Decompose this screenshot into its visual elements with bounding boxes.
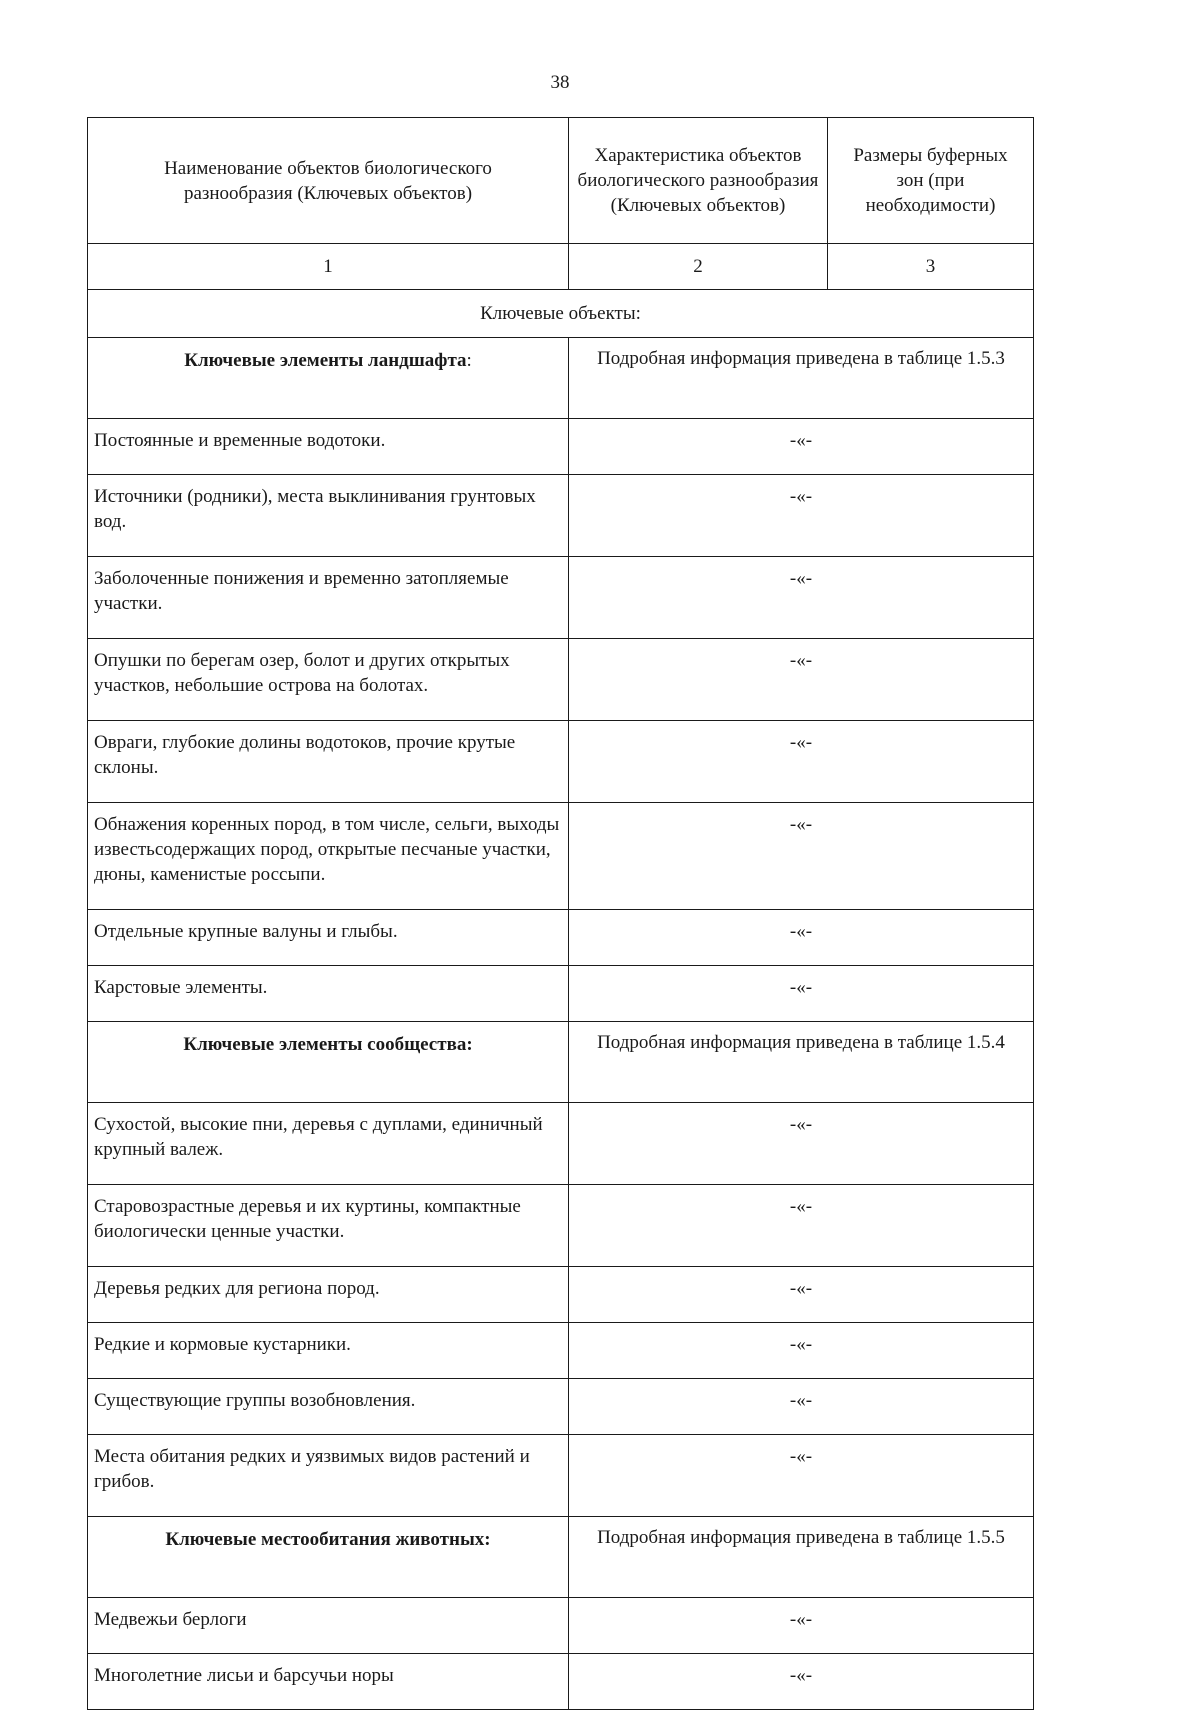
page-number: 38 (550, 72, 570, 93)
item-value: -«- (569, 803, 1034, 910)
table-row (88, 1379, 1034, 1435)
table-row (88, 803, 1034, 910)
group-row-community (88, 1022, 1034, 1103)
table-row (88, 639, 1034, 721)
header-buffer-text: Размеры буферных зон (при необходимости) (853, 145, 1008, 216)
group-note: Подробная информация приведена в таблице 1.5.3 (569, 338, 1034, 419)
table-row (88, 419, 1034, 475)
group-title-cell (88, 1022, 569, 1103)
item-value: -«- (569, 721, 1034, 803)
item-value: -«- (569, 1103, 1034, 1185)
table-row (88, 557, 1034, 639)
section-row (88, 290, 1034, 338)
header-cell-name (88, 118, 569, 244)
table-row (88, 910, 1034, 966)
table-row (88, 966, 1034, 1022)
column-number: 1 (88, 244, 569, 290)
item-value: -«- (569, 1185, 1034, 1267)
group-row-animal-habitats (88, 1517, 1034, 1598)
item-value: -«- (569, 557, 1034, 639)
item-name: Постоянные и временные водотоки. (88, 419, 569, 475)
item-value: -«- (569, 475, 1034, 557)
group-title: Ключевые местообитания животных: (165, 1529, 491, 1550)
table-row (88, 1103, 1034, 1185)
group-title-cell (88, 1517, 569, 1598)
table-row (88, 1267, 1034, 1323)
table-row (88, 1185, 1034, 1267)
table-row (88, 1654, 1034, 1710)
item-value: -«- (569, 1654, 1034, 1710)
column-number: 2 (569, 244, 828, 290)
group-row-landscape (88, 338, 1034, 419)
item-value: -«- (569, 1323, 1034, 1379)
item-name: Старовозрастные деревья и их куртины, компактные биологически ценные участки. (88, 1185, 569, 1267)
table-row (88, 1435, 1034, 1517)
item-value: -«- (569, 1598, 1034, 1654)
item-name: Отдельные крупные валуны и глыбы. (88, 910, 569, 966)
item-name: Многолетние лисьи и барсучьи норы (88, 1654, 569, 1710)
item-value: -«- (569, 966, 1034, 1022)
header-cell-buffer-zones (828, 118, 1034, 244)
item-value: -«- (569, 1379, 1034, 1435)
item-name: Опушки по берегам озер, болот и других открытых участков, небольшие острова на болотах. (88, 639, 569, 721)
header-characteristics-text: Характеристика объектов биологического разнообразия (Ключевых объектов) (577, 145, 819, 216)
group-title-suffix: : (466, 350, 472, 371)
table-row (88, 1323, 1034, 1379)
group-note: Подробная информация приведена в таблице 1.5.4 (569, 1022, 1034, 1103)
header-cell-characteristics (569, 118, 828, 244)
item-name: Заболоченные понижения и временно затопляемые участки. (88, 557, 569, 639)
group-title: Ключевые элементы сообщества: (183, 1034, 473, 1055)
table-header-row (88, 118, 1034, 244)
item-name: Существующие группы возобновления. (88, 1379, 569, 1435)
header-name-text: Наименование объектов биологического разнообразия (Ключевых объектов) (164, 157, 492, 204)
item-value: -«- (569, 910, 1034, 966)
item-name: Медвежьи берлоги (88, 1598, 569, 1654)
group-title-cell (88, 338, 569, 419)
item-name: Редкие и кормовые кустарники. (88, 1323, 569, 1379)
item-value: -«- (569, 639, 1034, 721)
table-row (88, 1598, 1034, 1654)
group-title: Ключевые элементы ландшафта (184, 350, 467, 371)
column-number: 3 (828, 244, 1034, 290)
item-name: Сухостой, высокие пни, деревья с дуплами, единичный крупный валеж. (88, 1103, 569, 1185)
group-note: Подробная информация приведена в таблице 1.5.5 (569, 1517, 1034, 1598)
biodiversity-table (87, 117, 1034, 1710)
item-value: -«- (569, 1267, 1034, 1323)
item-name: Карстовые элементы. (88, 966, 569, 1022)
item-name: Овраги, глубокие долины водотоков, прочие крутые склоны. (88, 721, 569, 803)
column-number-row (88, 244, 1034, 290)
table-row (88, 721, 1034, 803)
item-value: -«- (569, 419, 1034, 475)
item-name: Источники (родники), места выклинивания грунтовых вод. (88, 475, 569, 557)
table-row (88, 475, 1034, 557)
item-name: Места обитания редких и уязвимых видов растений и грибов. (88, 1435, 569, 1517)
item-value: -«- (569, 1435, 1034, 1517)
item-name: Деревья редких для региона пород. (88, 1267, 569, 1323)
section-title: Ключевые объекты: (88, 290, 1034, 338)
item-name: Обнажения коренных пород, в том числе, сельги, выходы известьсодержащих пород, открытые песчаные участки, дюны, каменистые россыпи. (88, 803, 569, 910)
